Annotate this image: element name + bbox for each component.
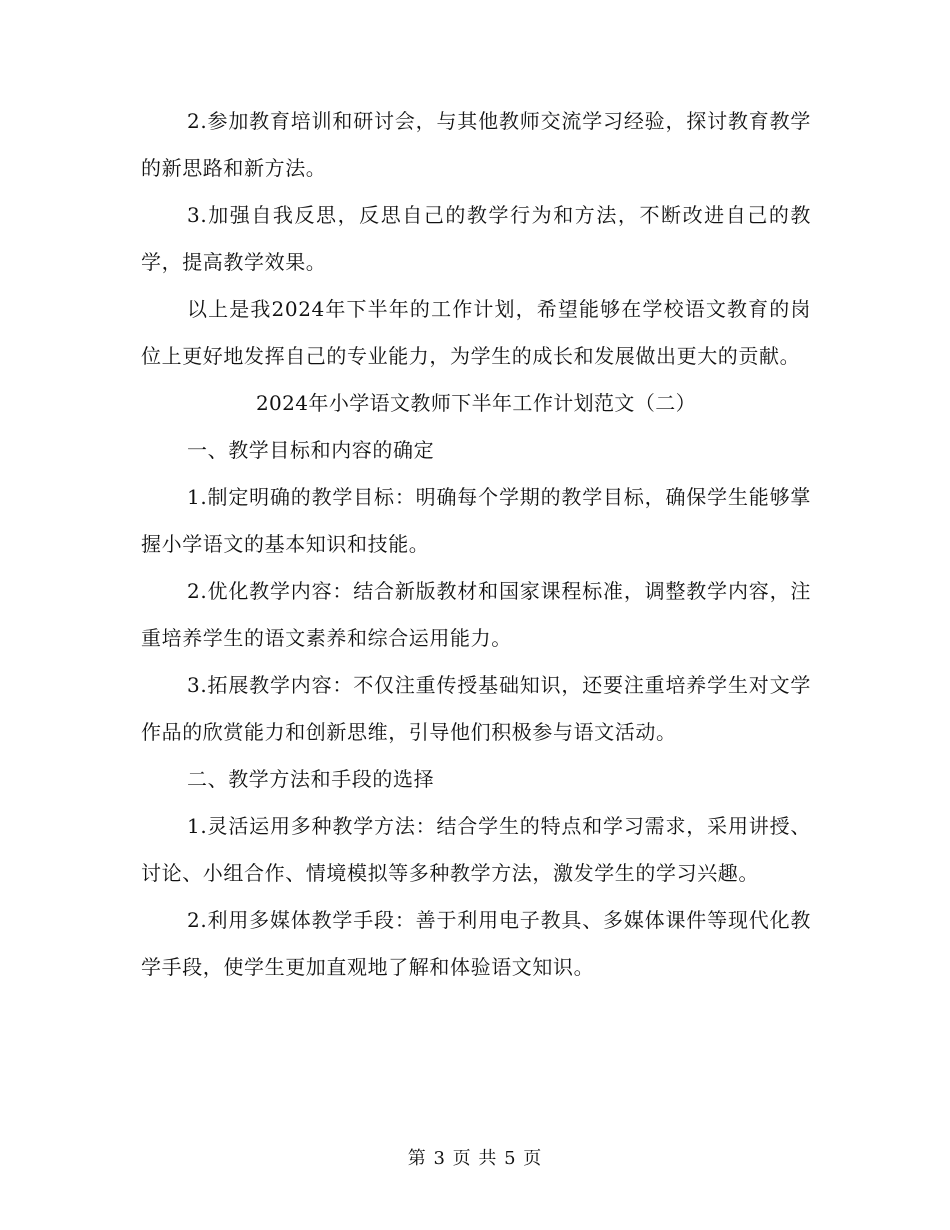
paragraph-conclusion: 以上是我2024年下半年的工作计划，希望能够在学校语文教育的岗位上更好地发挥自己的专业能力，为学生的成长和发展做出更大的贡献。: [141, 297, 811, 368]
paragraph-self-reflection: 3.加强自我反思，反思自己的教学行为和方法，不断改进自己的教学，提高教学效果。: [141, 203, 811, 274]
document-body: [141, 98, 811, 991]
paragraph-goal-3: 3.拓展教学内容：不仅注重传授基础知识，还要注重培养学生对文学作品的欣赏能力和创新思维，引导他们积极参与语文活动。: [141, 673, 811, 744]
section-title: 2024年小学语文教师下半年工作计划范文（二）: [255, 391, 697, 415]
heading-teaching-methods: 二、教学方法和手段的选择: [187, 767, 435, 791]
paragraph-method-1: 1.灵活运用多种教学方法：结合学生的特点和学习需求，采用讲授、讨论、小组合作、情境模拟等多种教学方法，激发学生的学习兴趣。: [141, 814, 811, 885]
paragraph-goal-1: 1.制定明确的教学目标：明确每个学期的教学目标，确保学生能够掌握小学语文的基本知识和技能。: [141, 485, 811, 556]
heading-teaching-goals: 一、教学目标和内容的确定: [187, 438, 435, 462]
paragraph-method-2: 2.利用多媒体教学手段：善于利用电子教具、多媒体课件等现代化教学手段，使学生更加直观地了解和体验语文知识。: [141, 908, 811, 979]
page-number-footer: 第 3 页 共 5 页: [407, 1148, 543, 1169]
paragraph-training: 2.参加教育培训和研讨会，与其他教师交流学习经验，探讨教育教学的新思路和新方法。: [141, 109, 811, 180]
paragraph-goal-2: 2.优化教学内容：结合新版教材和国家课程标准，调整教学内容，注重培养学生的语文素养和综合运用能力。: [141, 579, 811, 650]
